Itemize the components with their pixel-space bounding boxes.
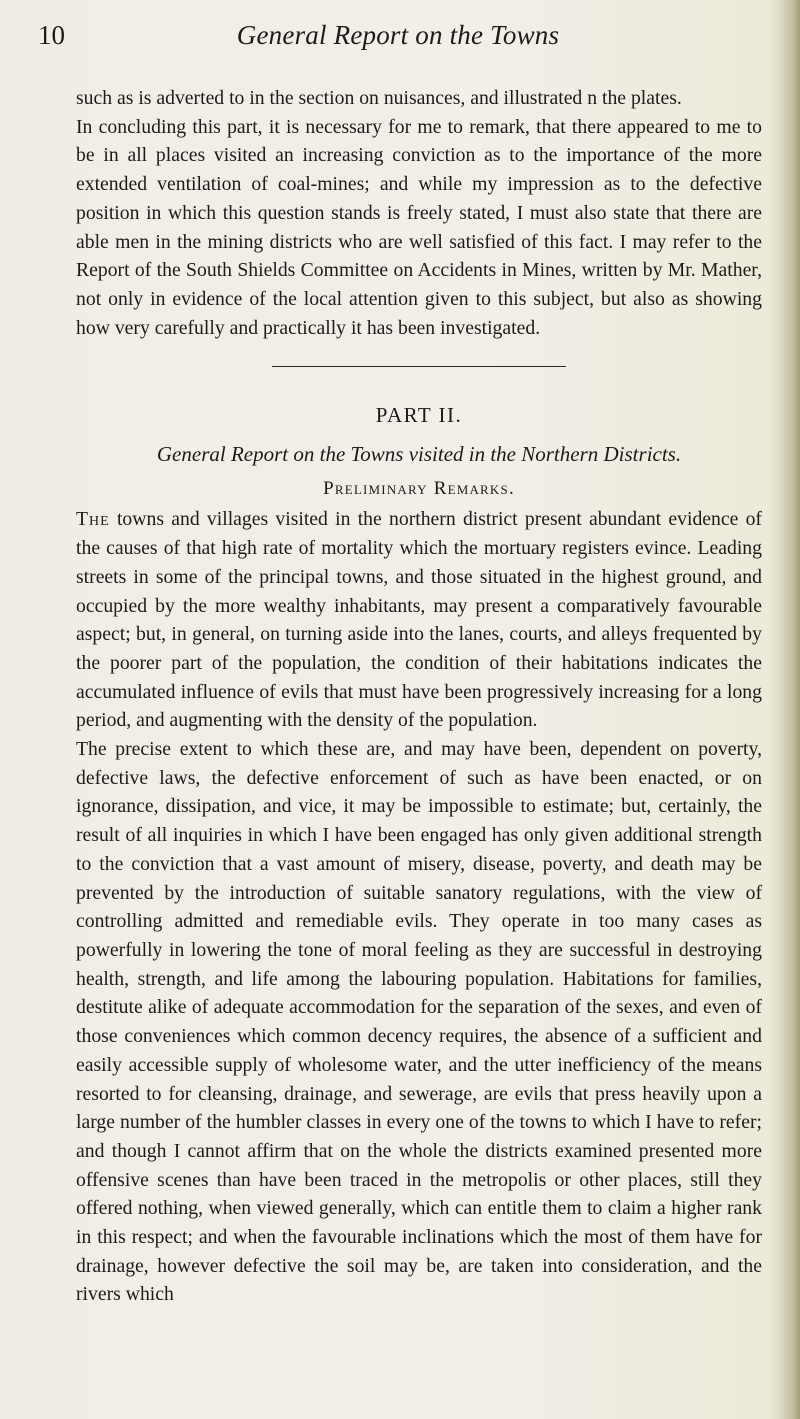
page-number: 10 xyxy=(38,20,65,50)
section-divider xyxy=(272,366,566,367)
paragraph-northern-towns xyxy=(76,505,762,735)
paragraph-continued: such as is adverted to in the section on nuisances, and illustrated n the plates. xyxy=(76,87,682,109)
section-heading: Preliminary Remarks. xyxy=(323,477,515,499)
running-head xyxy=(38,14,758,58)
lead-word: The xyxy=(76,508,110,531)
page-body xyxy=(76,84,762,1309)
paragraph-concluding-remarks: In concluding this part, it is necessary for me to remark, that there appeared to me to be in all places visited an increasing conviction as to the importance of the more extended ventilation of coal-mines; and while my impression as to the defective position in which this question stands is freely stated, I must also state that there are able men in the mining districts who are well satisfied of this fact. I may refer to the Report of the South Shields Committee on Accidents in Mines, written by Mr. Mather, not only in evidence of the local attention given to this subject, but also as showing how very carefully and practically it has been investigated. xyxy=(76,115,762,339)
running-title: General Report on the Towns xyxy=(236,20,560,50)
paragraph-precise-extent: The precise extent to which these are, and may have been, dependent on poverty, defective laws, the defective enforcement of such as have been enacted, or on ignorance, dissipation, and vice, it may be impossible to estimate; but, certainly, the result of all inquiries in which I have been engaged has only given additional strength to the conviction that a vast amount of misery, disease, poverty, and death may be prevented by the introduction of suitable sanatory regulations, with the view of controlling admitted and remediable evils. They operate in too many cases as powerfully in lowering the tone of moral feeling as they are successful in destroying health, strength, and life among the labouring population. Habitations for families, destitute alike of adequate accommodation for the separation of the sexes, and even of those conveniences which common decency requires, the absence of a sufficient and easily accessible supply of wholesome water, and the utter inefficiency of the means resorted to for cleansing, drainage, and sewerage, are evils that press heavily upon a large number of the humbler classes in every one of the towns to which I have to refer; and though I cannot affirm that on the whole the districts examined presented more offensive scenes than have been traced in the metropolis or other places, still they offered nothing, when viewed generally, which can entitle them to claim a higher rank in this respect; and when the favourable inclinations which the most of them have for drainage, however defective the soil may be, are taken into consideration, and the rivers which xyxy=(76,738,762,1306)
part-subtitle: General Report on the Towns visited in the Northern Districts. xyxy=(156,442,682,467)
part-heading: PART II. xyxy=(375,403,463,428)
paragraph-northern-towns-text: towns and villages visited in the northern district present abundant evidence of the causes of that high rate of mortality which the mortuary registers evince. Leading streets in some of the principal towns, and those situated in the highest ground, and occupied by the more wealthy inhabitants, may present a comparatively favourable aspect; but, in general, on turning aside into the lanes, courts, and alleys frequented by the poorer part of the population, the condition of their habitations indicates the accumulated influence of evils that must have been progressively increasing for a long period, and augmenting with the density of the population. xyxy=(76,508,762,732)
page-edge-shadow xyxy=(778,0,800,1419)
